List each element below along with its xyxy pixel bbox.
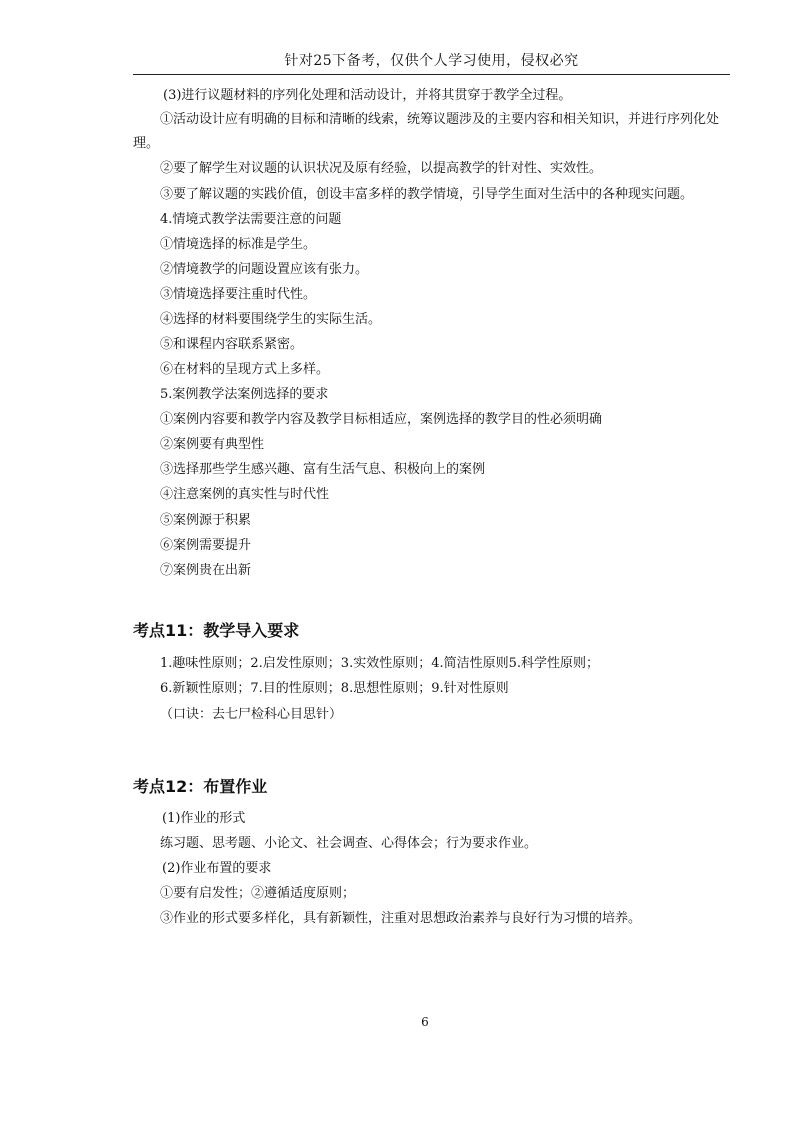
situational-title: 4.情境式教学法需要注意的问题 (160, 212, 342, 227)
situational-item: ①情境选择的标准是学生。 (160, 237, 317, 252)
homework-req-title: (2)作业布置的要求 (162, 861, 272, 876)
page-number: 6 (421, 1015, 429, 1029)
homework-forms: 练习题、思考题、小论文、社会调查、心得体会；行为要求作业。 (160, 836, 538, 851)
case-item: ④注意案例的真实性与时代性 (160, 487, 330, 502)
import-principles-2: 6.新颖性原则；7.目的性原则；8.思想性原则；9.针对性原则 (160, 681, 509, 696)
homework-req-1: ①要有启发性；②遵循适度原则； (160, 886, 356, 901)
item-3: (3)进行议题材料的序列化处理和活动设计，并将其贯穿于教学全过程。 (163, 88, 572, 103)
header-divider (133, 74, 730, 75)
activity-point-1: ①活动设计应有明确的目标和清晰的线索，统筹议题涉及的主要内容和相关知识，并进行序列化处 (160, 112, 720, 127)
case-title: 5.案例教学法案例选择的要求 (160, 387, 329, 402)
activity-point-3: ③要了解议题的实践价值，创设丰富多样的教学情境，引导学生面对生活中的各种现实问题。 (160, 187, 694, 202)
import-principles-1: 1.趣味性原则；2.启发性原则；3.实效性原则；4.简洁性原则5.科学性原则； (160, 656, 600, 671)
case-item: ②案例要有典型性 (160, 437, 265, 452)
page-header: 针对25下备考，仅供个人学习使用，侵权必究 (284, 53, 579, 69)
situational-item: ③情境选择要注重时代性。 (160, 287, 317, 302)
situational-item: ④选择的材料要围绕学生的实际生活。 (160, 312, 382, 327)
case-item: ①案例内容要和教学内容及教学目标相适应，案例选择的教学目的性必须明确 (160, 412, 603, 427)
case-item: ⑦案例贵在出新 (160, 563, 252, 578)
homework-form-title: (1)作业的形式 (162, 811, 246, 826)
case-item: ⑤案例源于积累 (160, 513, 252, 528)
activity-point-2: ②要了解学生对议题的认识状况及原有经验，以提高教学的针对性、实效性。 (160, 161, 603, 176)
homework-req-2: ③作业的形式要多样化，具有新颖性，注重对思想政治素养与良好行为习惯的培养。 (160, 911, 642, 926)
activity-point-1-cont: 理。 (133, 136, 160, 151)
case-item: ⑥案例需要提升 (160, 538, 252, 553)
situational-item: ⑤和课程内容联系紧密。 (160, 337, 304, 352)
case-item: ③选择那些学生感兴趣、富有生活气息、积极向上的案例 (160, 462, 486, 477)
situational-item: ②情境教学的问题设置应该有张力。 (160, 262, 369, 277)
kaodian-12-heading: 考点12：布置作业 (133, 777, 268, 796)
kaodian-11-heading: 考点11：教学导入要求 (133, 621, 300, 640)
import-mnemonic: （口诀：去七尸检科心目思针） (160, 707, 343, 722)
situational-item: ⑥在材料的呈现方式上多样。 (160, 362, 330, 377)
